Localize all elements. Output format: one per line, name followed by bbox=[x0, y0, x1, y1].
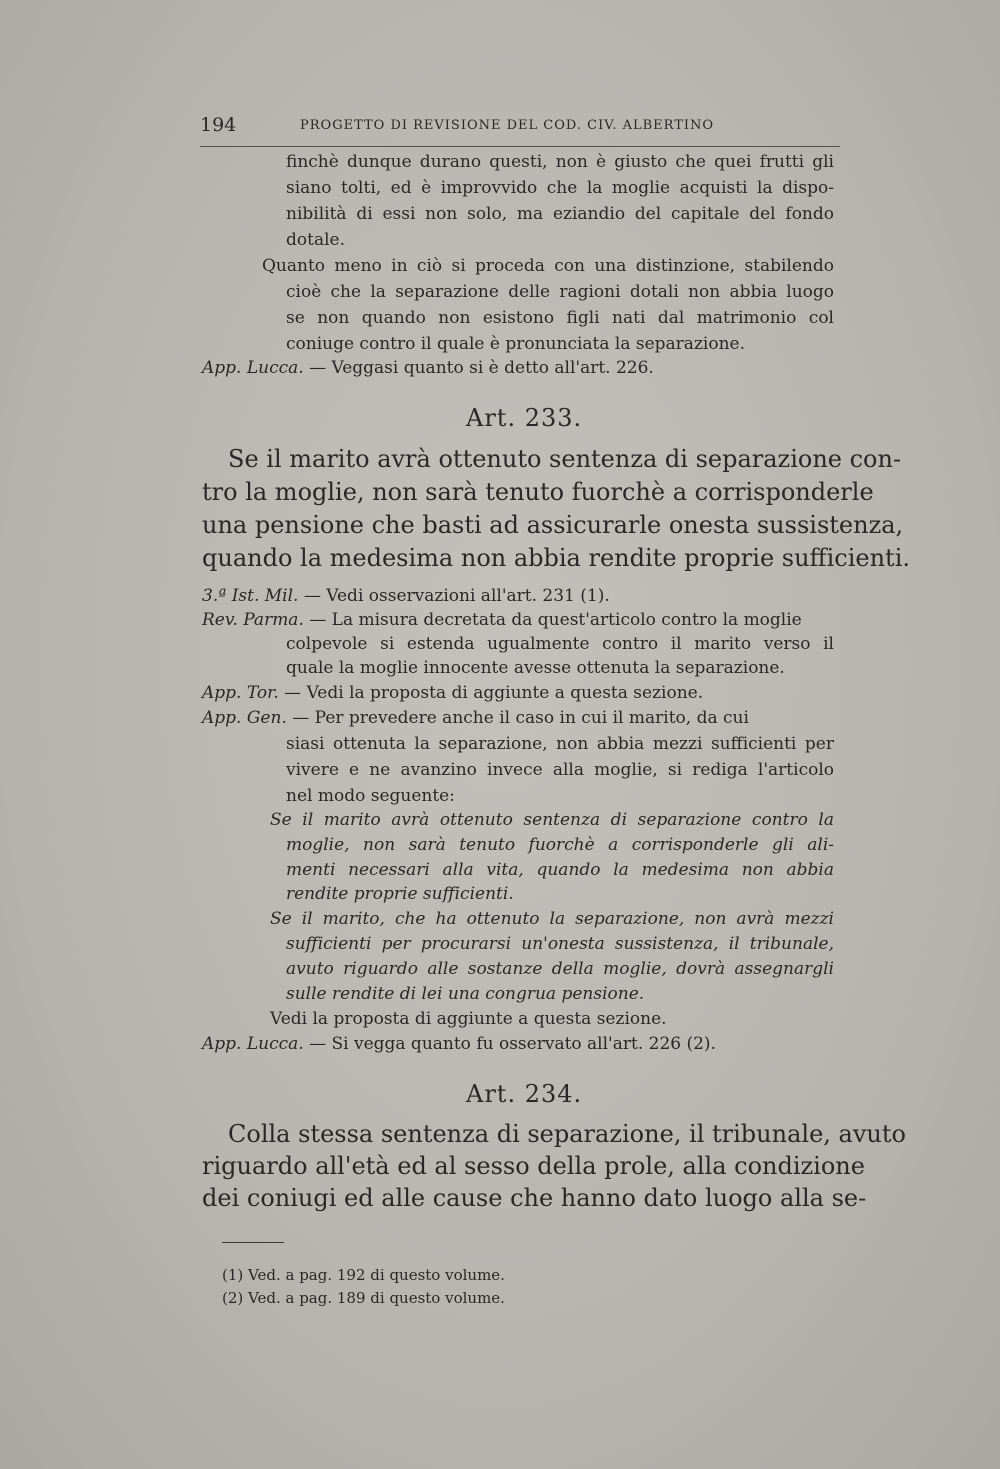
page-number: 194 bbox=[200, 114, 237, 136]
top-line-3: nibilità di essi non solo, ma eziandio del capitale del fondo bbox=[286, 204, 834, 224]
art-233-note-1 bbox=[202, 586, 610, 606]
art-233-note-3 bbox=[202, 683, 703, 703]
page-header bbox=[200, 114, 840, 142]
top-line-5: Quanto meno in ciò si proceda con una distinzione, stabilendo bbox=[262, 256, 834, 276]
note-5-label: App. Lucca. bbox=[202, 1034, 304, 1054]
art-233-line-1: Se il marito avrà ottenuto sentenza di separazione con- bbox=[228, 445, 902, 473]
art-233-line-2: tro la moglie, non sarà tenuto fuorchè a corrisponderle bbox=[202, 478, 874, 506]
note-2-line-3: quale la moglie innocente avesse ottenuta la separazione. bbox=[286, 658, 785, 678]
note-4-close: Vedi la proposta di aggiunte a questa sezione. bbox=[270, 1009, 667, 1029]
note-4-line-4: nel modo seguente: bbox=[286, 786, 455, 806]
note-1-text: — Vedi osservazioni all'art. 231 (1). bbox=[303, 586, 610, 606]
art-233-note-4 bbox=[202, 708, 749, 728]
quote-1-line-4: rendite proprie sufficienti. bbox=[286, 884, 514, 904]
art-233-note-2 bbox=[202, 610, 834, 630]
art-233-note-5 bbox=[202, 1034, 716, 1054]
footnote-rule bbox=[222, 1242, 284, 1243]
note-3-label: App. Tor. bbox=[202, 683, 279, 703]
app-lucca-label: App. Lucca. bbox=[202, 358, 304, 378]
quote-2-line-3: avuto riguardo alle sostanze della moglie, dovrà assegnargli bbox=[286, 959, 834, 979]
top-line-8: coniuge contro il quale è pronunciata la separazione. bbox=[286, 334, 745, 354]
app-lucca-note bbox=[202, 358, 654, 378]
quote-2-line-4: sulle rendite di lei una congrua pensione. bbox=[286, 984, 645, 1004]
art-234-line-1: Colla stessa sentenza di separazione, il tribunale, avuto bbox=[228, 1120, 906, 1148]
note-2-label: Rev. Parma. bbox=[202, 610, 304, 630]
top-line-4: dotale. bbox=[286, 230, 345, 250]
note-4-line-3: vivere e ne avanzino invece alla moglie, si rediga l'articolo bbox=[286, 760, 834, 780]
quote-1-line-2: moglie, non sarà tenuto fuorchè a corrisponderle gli ali- bbox=[286, 835, 834, 855]
quote-1-line-3: menti necessari alla vita, quando la medesima non abbia bbox=[286, 860, 834, 880]
footnote-2: (2) Ved. a pag. 189 di questo volume. bbox=[222, 1289, 505, 1307]
top-line-1: finchè dunque durano questi, non è giusto che quei frutti gli bbox=[286, 152, 834, 172]
art-234-heading: Art. 234. bbox=[466, 1080, 583, 1108]
header-rule bbox=[200, 146, 840, 147]
art-234-line-3: dei coniugi ed alle cause che hanno dato luogo alla se- bbox=[202, 1184, 867, 1212]
art-233-line-4: quando la medesima non abbia rendite proprie sufficienti. bbox=[202, 544, 910, 572]
art-233-heading: Art. 233. bbox=[466, 404, 583, 432]
top-line-6: cioè che la separazione delle ragioni dotali non abbia luogo bbox=[286, 282, 834, 302]
running-head: PROGETTO DI REVISIONE DEL COD. CIV. ALBERTINO bbox=[300, 118, 715, 133]
footnote-1: (1) Ved. a pag. 192 di questo volume. bbox=[222, 1266, 505, 1284]
note-2-line-2: colpevole si estenda ugualmente contro il marito verso il bbox=[286, 634, 834, 654]
quote-2-line-1: Se il marito, che ha ottenuto la separazione, non avrà mezzi bbox=[270, 909, 834, 929]
quote-1-line-1: Se il marito avrà ottenuto sentenza di separazione contro la bbox=[270, 810, 834, 830]
art-234-line-2: riguardo all'età ed al sesso della prole, alla condizione bbox=[202, 1152, 865, 1180]
note-4-line-2: siasi ottenuta la separazione, non abbia mezzi sufficienti per bbox=[286, 734, 834, 754]
note-2-line-1: — La misura decretata da quest'articolo contro la moglie bbox=[309, 610, 802, 630]
art-233-line-3: una pensione che basti ad assicurarle onesta sussistenza, bbox=[202, 511, 904, 539]
note-3-text: — Vedi la proposta di aggiunte a questa sezione. bbox=[284, 683, 704, 703]
quote-2-line-2: sufficienti per procurarsi un'onesta sussistenza, il tribunale, bbox=[286, 934, 834, 954]
note-4-label: App. Gen. bbox=[202, 708, 287, 728]
top-line-7: se non quando non esistono figli nati dal matrimonio col bbox=[286, 308, 834, 328]
note-5-text: — Si vegga quanto fu osservato all'art. 226 (2). bbox=[309, 1034, 716, 1054]
note-1-label: 3.ª Ist. Mil. bbox=[202, 586, 299, 606]
top-line-2: siano tolti, ed è improvvido che la moglie acquisti la dispo- bbox=[286, 178, 834, 198]
app-lucca-text: — Veggasi quanto si è detto all'art. 226. bbox=[309, 358, 654, 378]
note-4-line-1: — Per prevedere anche il caso in cui il marito, da cui bbox=[292, 708, 749, 728]
